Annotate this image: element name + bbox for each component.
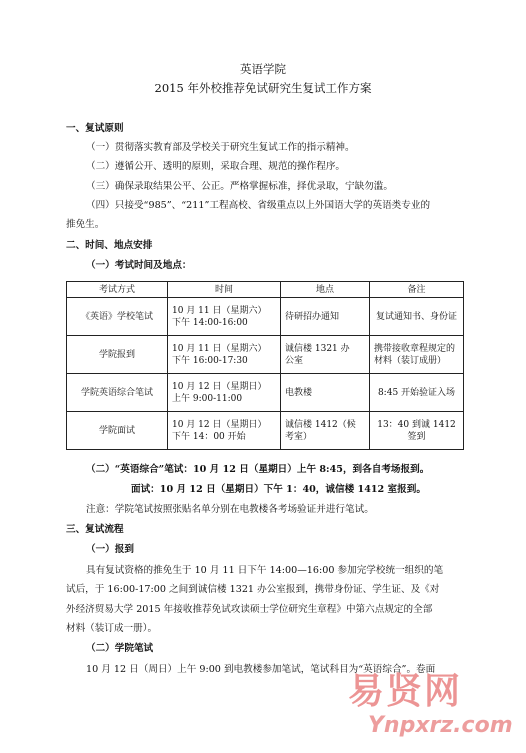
- column-header-mode: 考试方式: [67, 282, 168, 298]
- column-header-note: 备注: [370, 282, 464, 298]
- written-exam-para-line1: 10 月 12 日（周日）上午 9:00 到电教楼参加笔试，笔试科目为“英语综合”。卷面: [86, 664, 436, 675]
- table-row: [67, 412, 464, 450]
- table-row: [67, 298, 464, 336]
- cell-time-date: 10 月 11 日（星期六）: [172, 305, 267, 316]
- cell-time-date: 10 月 12 日（星期日）: [172, 419, 267, 430]
- table-row: [67, 374, 464, 412]
- cell-time-date: 10 月 11 日（星期六）: [172, 343, 267, 354]
- cell-note: [370, 336, 464, 374]
- cell-note: [370, 374, 464, 412]
- written-exam-report-line: （二）“英语综合”笔试：10 月 12 日（星期日）上午 8:45，到各自考场报到。: [86, 464, 430, 475]
- section-heading-principles: 一、复试原则: [66, 123, 124, 134]
- cell-note-line1: 复试通知书、身份证: [375, 311, 457, 322]
- cell-place-line1: 诚信楼 1321 办: [285, 343, 350, 354]
- cell-mode: 学院报到: [67, 336, 168, 374]
- principle-4-line1: （四）只接受“985”、“211”工程高校、省级重点以上外国语大学的英语类专业的: [86, 200, 431, 211]
- site-watermark-logo: [334, 671, 524, 751]
- cell-place: [281, 412, 370, 450]
- registration-para-line3: 外经济贸易大学 2015 年接收推荐免试攻读硕士学位研究生章程》中第六点规定的全部: [66, 604, 433, 615]
- cell-place-line2: 公室: [285, 355, 304, 366]
- principle-3: （三）确保录取结果公平、公正。严格掌握标准，择优录取，宁缺勿滥。: [86, 181, 393, 192]
- principle-1: （一）贯彻落实教育部及学校关于研究生复试工作的指示精神。: [86, 142, 355, 153]
- cell-time: [168, 374, 281, 412]
- registration-para-line1: 具有复试资格的推免生于 10 月 11 日下午 14:00—16:00 参加完学校统一组织的笔: [86, 565, 444, 576]
- cell-place-line1: 电教楼: [285, 387, 313, 398]
- cell-time: [168, 298, 281, 336]
- schedule-table: [66, 281, 464, 450]
- cell-time-hours: 下午 14：00 开始: [172, 431, 246, 442]
- cell-time-hours: 上午 9:00-11:00: [172, 393, 243, 404]
- column-header-time: 时间: [168, 282, 281, 298]
- cell-time: [168, 412, 281, 450]
- cell-time-hours: 下午 16:00-17:30: [172, 355, 248, 366]
- subheading-exam-time-place: （一）考试时间及地点：: [86, 260, 192, 271]
- cell-mode: 《英语》学校笔试: [67, 298, 168, 336]
- registration-para-line4: 材料（装订成一册）。: [66, 623, 158, 634]
- principle-2: （二）遵循公开、透明的原则，采取合理、规范的操作程序。: [86, 161, 346, 172]
- section-heading-process: 三、复试流程: [66, 524, 124, 535]
- registration-para-line2: 试后，于 16:00-17:00 之间到诚信楼 1321 办公室报到，携带身份证、学生证、及《对: [66, 584, 440, 595]
- column-header-place: 地点: [281, 282, 370, 298]
- cell-note: [370, 298, 464, 336]
- cell-place: [281, 298, 370, 336]
- school-name: 英语学院: [240, 62, 286, 76]
- watermark-en-text: Ynpxrz.com: [368, 713, 513, 738]
- attention-note: 注意：学院笔试按照张贴名单分别在电教楼各考场验证并进行笔试。: [86, 504, 374, 515]
- table-row: [67, 336, 464, 374]
- table-header-row: [67, 282, 464, 298]
- cell-note-line1: 13：40 到诚 1412 签到: [377, 419, 456, 442]
- section-heading-schedule: 二、时间、地点安排: [66, 240, 153, 251]
- cell-place-line2: 考室）: [285, 431, 313, 442]
- cell-time: [168, 336, 281, 374]
- cell-note-line2: 材料（装订成册）: [374, 355, 447, 366]
- cell-note: [370, 412, 464, 450]
- subheading-registration: （一）报到: [86, 544, 134, 555]
- cell-time-date: 10 月 12 日（星期日）: [172, 381, 267, 392]
- cell-place-line1: 诚信楼 1412（候: [285, 419, 356, 430]
- cell-note-line1: 8:45 开始验证入场: [377, 387, 456, 398]
- cell-mode: 学院英语综合笔试: [67, 374, 168, 412]
- cell-time-hours: 下午 14:00-16:00: [172, 317, 248, 328]
- principle-4-line2: 推免生。: [66, 219, 105, 230]
- cell-place-line1: 待研招办通知: [285, 311, 340, 322]
- document-title: 2015 年外校推荐免试研究生复试工作方案: [154, 81, 372, 95]
- cell-place: [281, 374, 370, 412]
- interview-report-line: 面试：10 月 12 日（星期日）下午 1：40，诚信楼 1412 室报到。: [131, 484, 426, 495]
- cell-place: [281, 336, 370, 374]
- cell-mode: 学院面试: [67, 412, 168, 450]
- subheading-written-exam: （二）学院笔试: [86, 643, 154, 654]
- watermark-cn-text: 易贤网: [348, 671, 463, 712]
- cell-note-line1: 携带接收章程规定的: [374, 343, 456, 354]
